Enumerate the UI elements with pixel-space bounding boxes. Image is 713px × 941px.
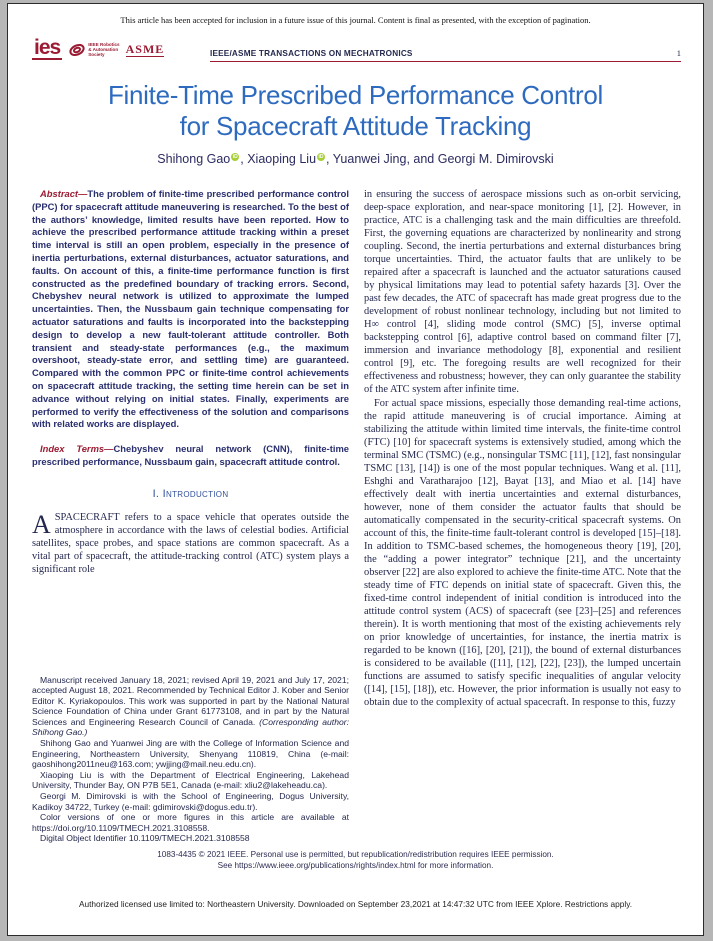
copyright-footer	[8, 849, 703, 871]
author-name: Xiaoping Liu	[247, 152, 317, 166]
abstract-text: The problem of finite-time prescribed performance control (PPC) for spacecraft attitude maneuvering is researched. To the best of the authors’ knowledge, limited results have been reported. How to achieve the prescribed performance attitude tracking within a preset time interval is still an open problem, especially in the presence of inertia perturbations, external disturbances, actuator saturations, and faults. On account of this, a finite-time performance function is first constructed as the predefined boundary of tracking errors. Second, Chebyshev neural network is utilized to approximate the lumped uncertainties. Then, the Nussbaum gain technique compensating for actuator saturations and faults is incorporated into the backstepping design to develop a new fault-tolerant attitude controller. Both transient and steady-state performances (e.g., the maximum overshoot, steady-state error, and settling time) are guaranteed. Compared with the common PPC or finite-time control achievements on spacecraft attitude tracking, the setting time herein can be set in advance without relying on initial states. Finally, experiments are performed to verify the effectiveness of the solution and comparisons with related works are displayed.	[32, 188, 349, 430]
paper-title	[8, 80, 703, 142]
acceptance-disclaimer: This article has been accepted for inclusion in a future issue of this journal. Content is final as presented, with the exception of pagination.	[120, 15, 591, 25]
intro-paragraph	[32, 511, 349, 576]
drop-cap: A	[32, 509, 51, 539]
footnote-affiliation: Shihong Gao and Yuanwei Jing are with the College of Information Science and Engineering, Northeastern University, Shenyang 110819, China (e-mail: gaoshihong2011neu@163.com; ywjjing@mail.neu.edu.cn).	[32, 738, 349, 770]
index-terms-paragraph	[32, 443, 349, 469]
paper-title-line2: for Spacecraft Attitude Tracking	[179, 111, 532, 141]
paper-page	[7, 3, 704, 936]
left-column	[32, 188, 349, 844]
page-number: 1	[676, 48, 681, 58]
rights-link-line[interactable]: See https://www.ieee.org/publications/rights/index.html for more information.	[217, 861, 494, 870]
ieee-ras-logo	[68, 42, 119, 58]
right-column	[364, 188, 681, 844]
journal-header-rule	[210, 48, 681, 62]
author-name: Shihong Gao	[157, 152, 231, 166]
abstract-label: Abstract—	[40, 188, 88, 199]
footnote-color-versions-link[interactable]: Color versions of one or more figures in this article are available at https://doi.org/10.1109/TMECH.2021.3108558.	[32, 812, 349, 833]
two-column-body	[32, 188, 681, 844]
ras-logo-text: IEEE Robotics & Automation Society	[88, 41, 120, 58]
abstract-paragraph	[32, 188, 349, 431]
intro-smallcaps: SPACECRAFT	[54, 511, 120, 523]
index-terms-text: Chebyshev neural network (CNN), finite-time prescribed performance, Nussbaum gain, spacecraft attitude control.	[32, 443, 349, 467]
journal-title: IEEE/ASME TRANSACTIONS ON MECHATRONICS	[210, 49, 413, 58]
index-terms-label: Index Terms—	[40, 443, 114, 455]
license-statement: Authorized licensed use limited to: Northeastern University. Downloaded on September 23,2021 at 14:47:32 UTC from IEEE Xplore. Restrictions apply.	[78, 899, 633, 909]
footnote-affiliation: Georgi M. Dimirovski is with the School of Engineering, Dogus University, Kadikoy 34722, Turkey (e-mail: gdimirovski@dogus.edu.tr).	[32, 791, 349, 812]
footnote-doi: Digital Object Identifier 10.1109/TMECH.2021.3108558	[40, 833, 250, 844]
authors-line: Shihong Gao iD , Xiaoping Liu iD , Yuanwei Jing, and Georgi M. Dimirovski	[157, 152, 554, 166]
orcid-icon[interactable]: iD	[232, 153, 238, 160]
paper-title-line1: Finite-Time Prescribed Performance Control	[107, 80, 604, 110]
author-name: Georgi M. Dimirovski	[437, 152, 554, 166]
corresponding-author-note: (Corresponding author: Shihong Gao.)	[32, 716, 349, 738]
body-paragraph: in ensuring the success of aerospace missions such as on-orbit servicing, deep-space exploration, and near-space monitoring [1], [2]. However, in practice, ATC is a challenging task and the main difficulties are threefold. First, the governing equations are characterized by nonlinearity and strong coupling. Second, the inertia perturbations and external disturbances bring torque uncertainties. Third, the actuator faults that are unlikely to be repaired after a spacecraft is launched and the actuator saturations caused by physical limitations may lead to potential safety hazards [3]. Over the past few decades, the ATC of spacecraft has made great progress due to the development of robust nonlinear technology, including but not limited to H∞ control [4], sliding mode control (SMC) [5], inverse optimal backstepping control [6], adaptive control based on command filter [7], immersion and invariance methodology [8], exponential and resilient control [9], etc. The foregoing results are well recognized for their effectiveness and robustness; however, they can only guarantee the stability of the ATC system after infinite time.	[364, 189, 681, 395]
running-header	[32, 36, 681, 62]
footnote-manuscript: Manuscript received January 18, 2021; revised April 19, 2021 and July 17, 2021; accepted August 18, 2021. Recommended by Technical Editor J. Kober and Senior Editor K. Kyriakopoulos. This work was supported in part by the National Natural Science Foundation of China under Grant 61773108, and in part by the Natural Sciences and Engineering Research Council of Canada. (Corresponding author: Shihong Gao.)	[32, 674, 349, 738]
orcid-icon[interactable]: iD	[318, 153, 324, 160]
copyright-line: 1083-4435 © 2021 IEEE. Personal use is permitted, but republication/redistribution requires IEEE permission.	[157, 850, 554, 859]
author-name: Yuanwei Jing	[332, 152, 407, 166]
asme-logo: ASME	[125, 41, 165, 56]
society-logos	[32, 36, 200, 62]
ras-emblem-icon	[68, 42, 86, 58]
body-paragraph: For actual space missions, especially those demanding real-time actions, the rapid attitude maneuvering is of crucial importance. Aiming at stabilizing the attitude within limited time intervals, the finite-time control (FTC) [10] for spacecraft systems is extensively studied, among which the terminal SMC (TSMC) (e.g., nonsingular TSMC [11], [12], fast nonsingular TSMC [13], [14]) is one of the most popular techniques. Wang et al. [11], Eshghi and Varatharajoo [12], Bayat [13], and Miao et al. [14] have effectively dealt with inertia uncertainties and external disturbances, however, none of them consider the actuator faults that should be automatically compensated in the security-critical spacecraft systems. On account of this, the finite-time fault-tolerant control is developed [15]–[18]. In addition to TSMC-based schemes, the homogeneous theory [19], [20], the “adding a power integrator” technique [21], and the uncertainty observer [22] are also explored to achieve the finite-time ATC. Note that the steady time of FTC depends on initial state of spacecraft. Given this, the fixed-time control independent of initial condition is introduced into the attitude control system (ACS) of spacecraft (see [23]–[25] and references therein). It is worth mentioning that most of the existing achievements rely on prior knowledge of uncertainties, for instance, the inertia matrix is regarded to be known ([16], [20], [21]), the bound of external disturbances is considered to be available ([11], [12], [22], [23]), the lumped uncertain functions are assumed to satisfy specific inequalities of angular velocity ([14], [15], [18]), etc. However, the prior information is usually not easy to obtain due to the complexity of actual spacecraft. In response to this, fuzzy	[364, 398, 681, 708]
first-page-footnotes	[32, 675, 349, 845]
ies-society-logo: ies	[34, 36, 61, 59]
intro-text: refers to a space vehicle that operates outside the atmosphere in accordance with the laws of celestial bodies. Artificial satellites, space probes, and space stations are common spacecraft. As a vital part of spacecraft, the attitude-tracking control (ATC) system plays a significant role	[32, 511, 349, 575]
footnote-affiliation: Xiaoping Liu is with the Department of Electrical Engineering, Lakehead University, Thunder Bay, ON P7B 5E1, Canada (e-mail: xliu2@lakeheadu.ca).	[32, 769, 349, 791]
section-heading-introduction: I. Introduction	[152, 487, 229, 500]
